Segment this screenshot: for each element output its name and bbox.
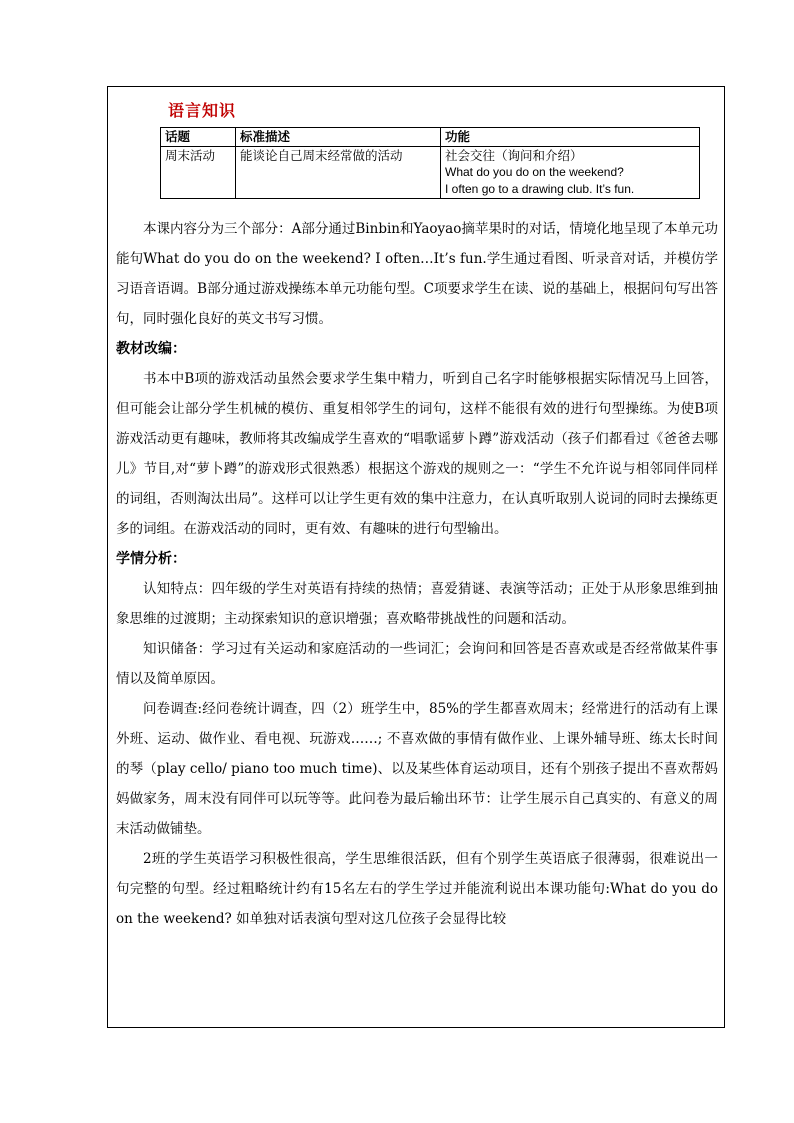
table-row (161, 147, 700, 199)
analysis-class: 2班的学生英语学习积极性很高，学生思维很活跃，但有个别学生英语底子很薄弱，很难说出一句完整的句型。经过粗略统计约有15名左右的学生学过并能流利说出本课功能句:What do you do on the weekend? 如单独对话表演句型对这几位孩子会显得比较 (116, 851, 718, 927)
heading-adapt: 教材改编： (116, 341, 186, 357)
function-en-question: What do you do on the weekend? (445, 165, 624, 179)
cell-description: 能谈论自己周末经常做的活动 (236, 147, 441, 199)
cell-topic: 周末活动 (161, 147, 236, 199)
analysis-survey: 问卷调查:经问卷统计调查，四（2）班学生中，85%的学生都喜欢周末；经常进行的活动有上课外班、运动、做作业、看电视、玩游戏……; 不喜欢做的事情有做作业、上课外辅导班、练太长时间的琴（play cello/ piano too much time)、以及某些体育运动项目，还有个别孩子提出不喜欢帮妈妈做家务，周末没有同伴可以玩等等。此问卷为最后输出环节：让学生展示自己真实的、有意义的周末活动做铺垫。 (116, 701, 718, 837)
analysis-knowledge: 知识储备：学习过有关运动和家庭活动的一些词汇；会询问和回答是否喜欢或是否经常做某件事情以及简单原因。 (116, 641, 718, 687)
function-en-answer: I often go to a drawing club. It’s fun. (445, 182, 635, 196)
language-knowledge-table (160, 127, 700, 199)
header-topic: 话题 (161, 128, 236, 147)
adapt-paragraph: 书本中B项的游戏活动虽然会要求学生集中精力，听到自己名字时能够根据实际情况马上回答，但可能会让部分学生机械的模仿、重复相邻学生的词句，这样不能很有效的进行句型操练。为使B项游戏活动更有趣味，教师将其改编成学生喜欢的“唱歌谣萝卜蹲”游戏活动（孩子们都看过《爸爸去哪儿》节目,对“萝卜蹲”的游戏形式很熟悉）根据这个游戏的规则之一：“学生不允许说与相邻同伴同样的词组，否则淘汰出局”。这样可以让学生更有效的集中注意力，在认真听取别人说词的同时去操练更多的词组。在游戏活动的同时，更有效、有趣味的进行句型输出。 (116, 371, 718, 537)
cell-function (441, 147, 700, 199)
intro-paragraph: 本课内容分为三个部分：A部分通过Binbin和Yaoyao摘苹果时的对话，情境化地呈现了本单元功能句What do you do on the weekend? I often…It’s fun.学生通过看图、听录音对话，并模仿学习语音语调。B部分通过游戏操练本单元功能句型。C项要求学生在读、说的基础上，根据问句写出答句，同时强化良好的英文书写习惯。 (116, 221, 718, 327)
document-body (116, 214, 718, 934)
table-header-row (161, 128, 700, 147)
function-cn: 社会交往（询问和介绍） (445, 148, 583, 163)
section-title: 语言知识 (168, 101, 237, 120)
heading-analysis: 学情分析： (116, 551, 186, 567)
analysis-cognitive: 认知特点：四年级的学生对英语有持续的热情；喜爱猜谜、表演等活动；正处于从形象思维到抽象思维的过渡期；主动探索知识的意识增强；喜欢略带挑战性的问题和活动。 (116, 581, 718, 627)
header-description: 标准描述 (236, 128, 441, 147)
header-function: 功能 (441, 128, 700, 147)
